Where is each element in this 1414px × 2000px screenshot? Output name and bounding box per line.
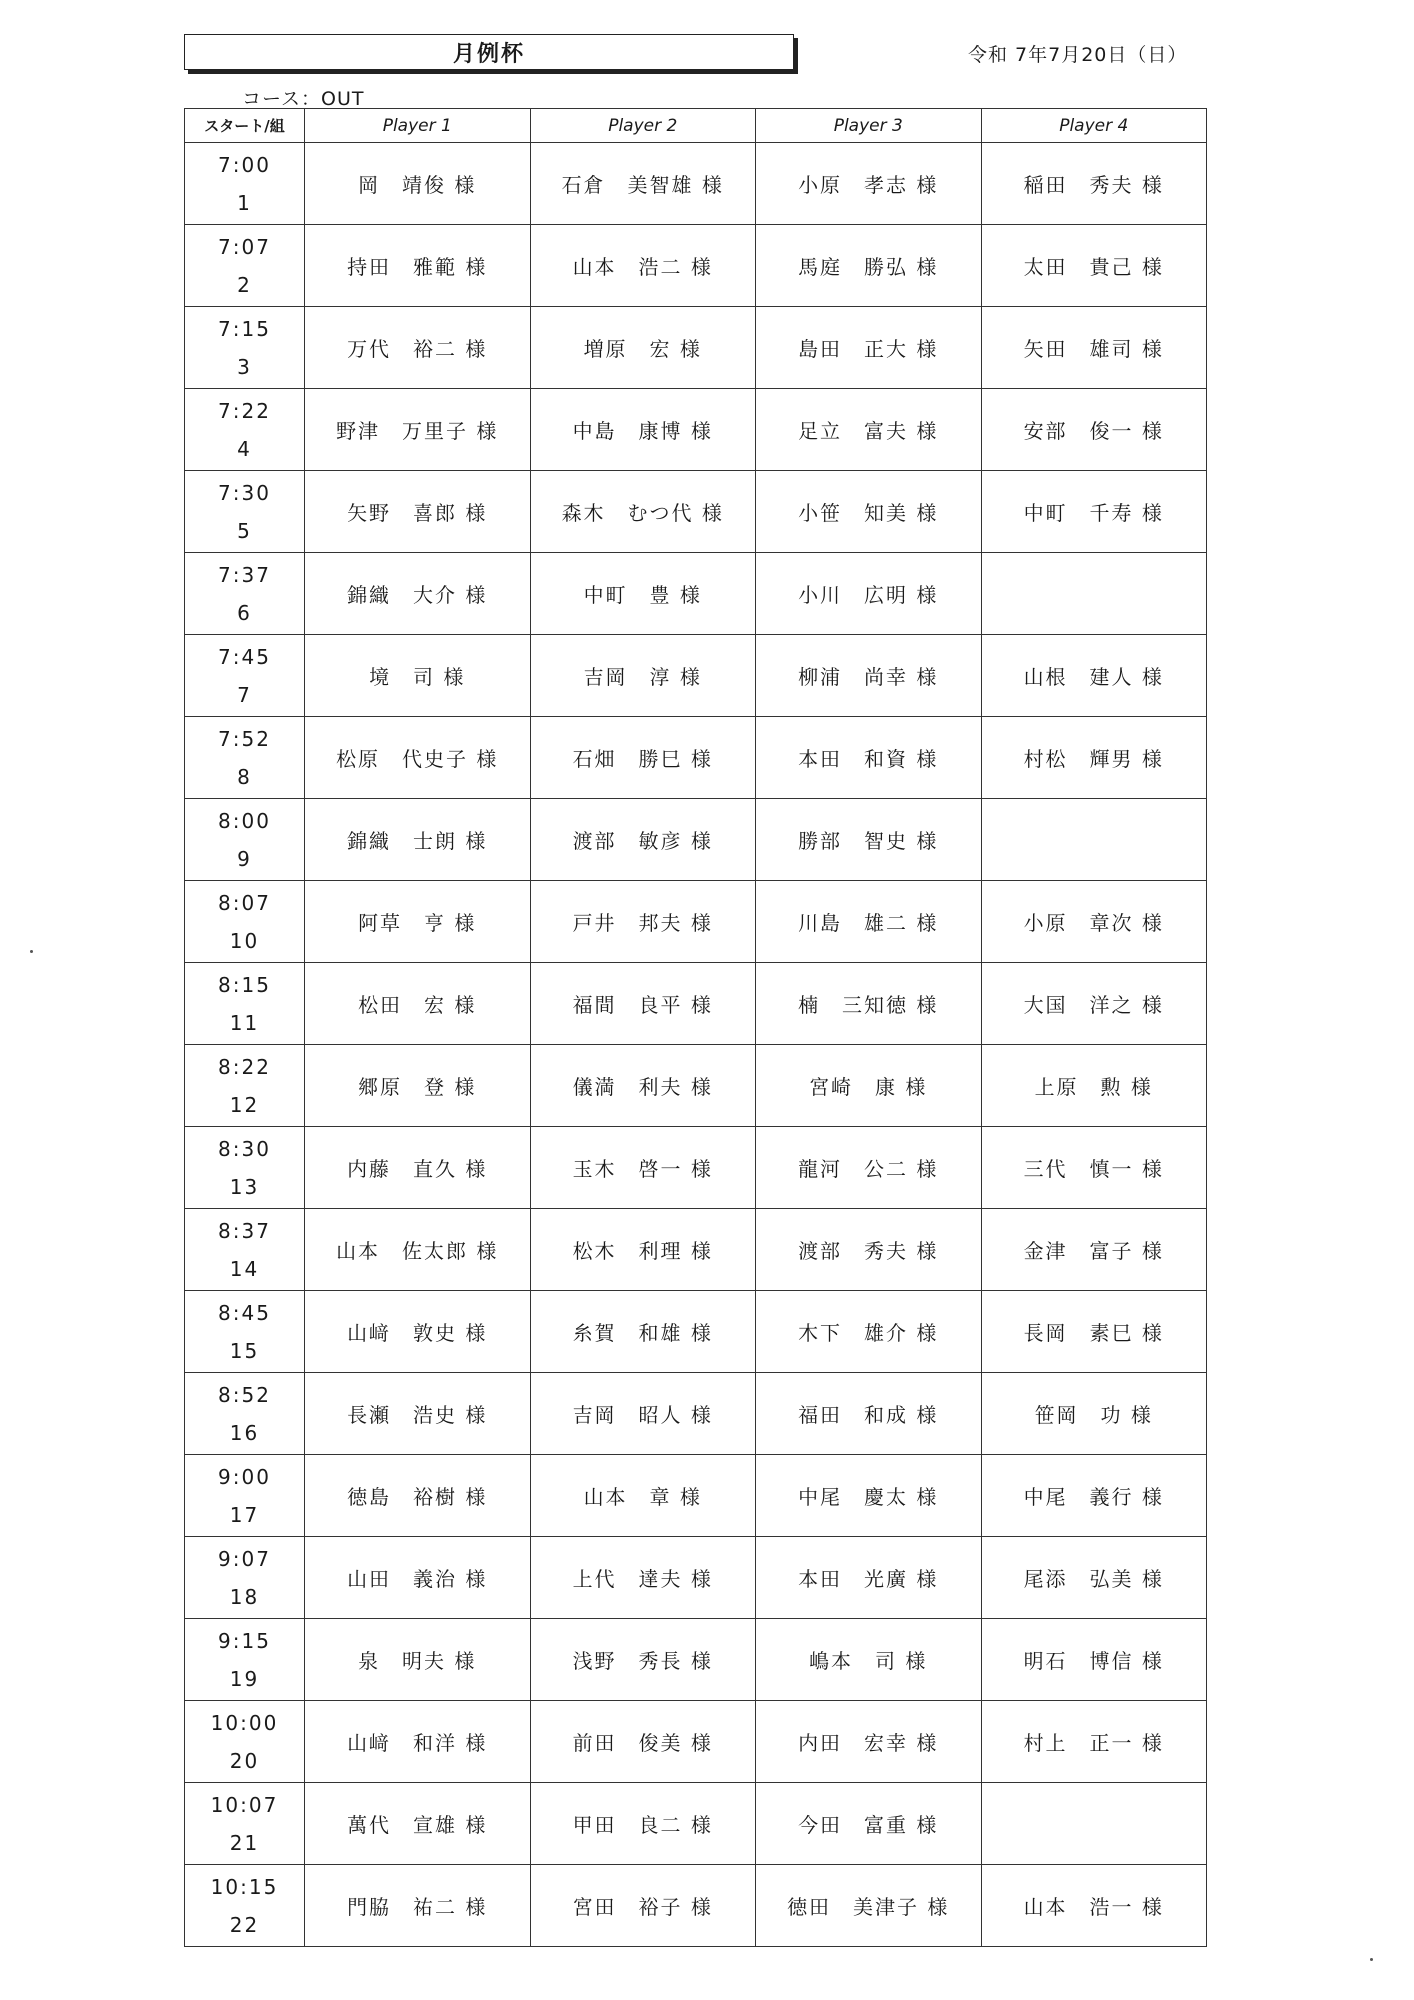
player-2-cell: 中町 豊 様 [530, 553, 756, 635]
group-number: 17 [229, 1502, 260, 1527]
player-4-cell: 長岡 素巳 様 [981, 1291, 1207, 1373]
player-3-cell: 宮崎 康 様 [756, 1045, 982, 1127]
player-3-cell: 馬庭 勝弘 様 [756, 225, 982, 307]
player-1-cell: 山﨑 和洋 様 [305, 1701, 531, 1783]
player-2-cell: 前田 俊美 様 [530, 1701, 756, 1783]
group-number: 16 [229, 1420, 260, 1445]
player-1-cell: 野津 万里子 様 [305, 389, 531, 471]
start-time: 7:37 [218, 562, 271, 587]
player-4-cell: 矢田 雄司 様 [981, 307, 1207, 389]
player-2-cell: 上代 達夫 様 [530, 1537, 756, 1619]
table-row [185, 1455, 1207, 1537]
table-row [185, 389, 1207, 471]
start-group-cell [185, 1455, 305, 1537]
player-2-cell: 吉岡 淳 様 [530, 635, 756, 717]
player-4-cell: 笹岡 功 様 [981, 1373, 1207, 1455]
group-number: 3 [237, 354, 252, 379]
table-row [185, 1127, 1207, 1209]
start-group-cell [185, 1701, 305, 1783]
header-player-2: Player 2 [530, 109, 756, 143]
start-group-cell [185, 635, 305, 717]
player-3-cell: 木下 雄介 様 [756, 1291, 982, 1373]
table-row [185, 1537, 1207, 1619]
group-number: 9 [237, 846, 252, 871]
player-2-cell: 福間 良平 様 [530, 963, 756, 1045]
player-3-cell: 勝部 智史 様 [756, 799, 982, 881]
player-2-cell: 松木 利理 様 [530, 1209, 756, 1291]
table-row [185, 307, 1207, 389]
start-time: 10:15 [210, 1874, 279, 1899]
player-2-cell: 甲田 良二 様 [530, 1783, 756, 1865]
start-time: 8:15 [218, 972, 271, 997]
table-row [185, 1619, 1207, 1701]
group-number: 13 [229, 1174, 260, 1199]
player-1-cell: 長瀬 浩史 様 [305, 1373, 531, 1455]
player-4-cell: 村上 正一 様 [981, 1701, 1207, 1783]
player-2-cell: 山本 浩二 様 [530, 225, 756, 307]
player-1-cell: 郷原 登 様 [305, 1045, 531, 1127]
event-date: 令和 7年7月20日（日） [968, 44, 1188, 66]
start-group-cell [185, 963, 305, 1045]
player-3-cell: 中尾 慶太 様 [756, 1455, 982, 1537]
scan-speck [30, 950, 33, 953]
player-4-cell: 山根 建人 様 [981, 635, 1207, 717]
player-4-cell: 中尾 義行 様 [981, 1455, 1207, 1537]
player-2-cell: 石畑 勝巳 様 [530, 717, 756, 799]
player-4-cell: 上原 勲 様 [981, 1045, 1207, 1127]
start-group-cell [185, 389, 305, 471]
course-label: コース：OUT [242, 88, 365, 110]
player-1-cell: 境 司 様 [305, 635, 531, 717]
table-row [185, 1209, 1207, 1291]
group-number: 6 [237, 600, 252, 625]
table-row [185, 1291, 1207, 1373]
player-2-cell: 森木 むつ代 様 [530, 471, 756, 553]
table-row [185, 1045, 1207, 1127]
player-1-cell: 持田 雅範 様 [305, 225, 531, 307]
player-3-cell: 楠 三知徳 様 [756, 963, 982, 1045]
group-number: 8 [237, 764, 252, 789]
start-group-cell [185, 1783, 305, 1865]
start-time: 10:00 [210, 1710, 279, 1735]
player-2-cell: 山本 章 様 [530, 1455, 756, 1537]
start-time: 8:07 [218, 890, 271, 915]
group-number: 22 [229, 1912, 260, 1937]
player-3-cell: 本田 和資 様 [756, 717, 982, 799]
player-4-cell: 小原 章次 様 [981, 881, 1207, 963]
player-3-cell: 島田 正大 様 [756, 307, 982, 389]
table-row [185, 1865, 1207, 1947]
player-4-cell: 明石 博信 様 [981, 1619, 1207, 1701]
player-3-cell: 龍河 公二 様 [756, 1127, 982, 1209]
start-time: 8:52 [218, 1382, 271, 1407]
group-number: 4 [237, 436, 252, 461]
start-group-cell [185, 799, 305, 881]
player-4-cell: 太田 貴己 様 [981, 225, 1207, 307]
start-time: 10:07 [210, 1792, 279, 1817]
scan-speck [1370, 1958, 1373, 1961]
document-title: 月例杯 [184, 34, 794, 70]
player-1-cell: 錦織 大介 様 [305, 553, 531, 635]
group-number: 19 [229, 1666, 260, 1691]
group-number: 18 [229, 1584, 260, 1609]
table-row [185, 717, 1207, 799]
start-group-cell [185, 471, 305, 553]
table-row [185, 1373, 1207, 1455]
start-group-cell [185, 553, 305, 635]
start-time: 9:00 [218, 1464, 271, 1489]
player-3-cell: 嶋本 司 様 [756, 1619, 982, 1701]
player-1-cell: 阿草 亨 様 [305, 881, 531, 963]
group-number: 21 [229, 1830, 260, 1855]
start-group-cell [185, 1127, 305, 1209]
group-number: 10 [229, 928, 260, 953]
start-time: 8:37 [218, 1218, 271, 1243]
start-time: 8:00 [218, 808, 271, 833]
player-2-cell: 儀満 利夫 様 [530, 1045, 756, 1127]
player-4-cell [981, 553, 1207, 635]
player-4-cell [981, 1783, 1207, 1865]
header-player-3: Player 3 [756, 109, 982, 143]
table-row [185, 1701, 1207, 1783]
player-3-cell: 川島 雄二 様 [756, 881, 982, 963]
player-1-cell: 松田 宏 様 [305, 963, 531, 1045]
header-start-group: スタート/組 [185, 109, 305, 143]
player-1-cell: 松原 代史子 様 [305, 717, 531, 799]
start-time: 7:52 [218, 726, 271, 751]
player-2-cell: 戸井 邦夫 様 [530, 881, 756, 963]
player-4-cell: 尾添 弘美 様 [981, 1537, 1207, 1619]
player-2-cell: 玉木 啓一 様 [530, 1127, 756, 1209]
player-1-cell: 矢野 喜郎 様 [305, 471, 531, 553]
player-2-cell: 石倉 美智雄 様 [530, 143, 756, 225]
start-group-cell [185, 1291, 305, 1373]
start-group-cell [185, 717, 305, 799]
player-1-cell: 山本 佐太郎 様 [305, 1209, 531, 1291]
start-time: 7:45 [218, 644, 271, 669]
start-time: 9:15 [218, 1628, 271, 1653]
start-time: 7:15 [218, 316, 271, 341]
player-2-cell: 浅野 秀長 様 [530, 1619, 756, 1701]
table-row [185, 963, 1207, 1045]
player-3-cell: 柳浦 尚幸 様 [756, 635, 982, 717]
player-3-cell: 足立 富夫 様 [756, 389, 982, 471]
start-group-cell [185, 1865, 305, 1947]
player-1-cell: 萬代 宣雄 様 [305, 1783, 531, 1865]
group-number: 7 [237, 682, 252, 707]
player-1-cell: 門脇 祐二 様 [305, 1865, 531, 1947]
group-number: 11 [229, 1010, 260, 1035]
table-row [185, 799, 1207, 881]
tee-time-rows [185, 143, 1207, 1947]
player-4-cell: 山本 浩一 様 [981, 1865, 1207, 1947]
player-2-cell: 中島 康博 様 [530, 389, 756, 471]
start-group-cell [185, 307, 305, 389]
group-number: 14 [229, 1256, 260, 1281]
player-4-cell: 三代 慎一 様 [981, 1127, 1207, 1209]
player-1-cell: 万代 裕二 様 [305, 307, 531, 389]
table-row [185, 635, 1207, 717]
start-time: 8:30 [218, 1136, 271, 1161]
start-group-cell [185, 1537, 305, 1619]
start-group-cell [185, 1209, 305, 1291]
player-3-cell: 小笹 知美 様 [756, 471, 982, 553]
tee-time-table [184, 108, 1207, 1947]
header-player-1: Player 1 [305, 109, 531, 143]
group-number: 12 [229, 1092, 260, 1117]
table-row [185, 1783, 1207, 1865]
player-3-cell: 小原 孝志 様 [756, 143, 982, 225]
table-row [185, 471, 1207, 553]
player-2-cell: 渡部 敏彦 様 [530, 799, 756, 881]
player-3-cell: 渡部 秀夫 様 [756, 1209, 982, 1291]
player-1-cell: 泉 明夫 様 [305, 1619, 531, 1701]
group-number: 2 [237, 272, 252, 297]
start-time: 7:22 [218, 398, 271, 423]
start-time: 7:00 [218, 152, 271, 177]
player-3-cell: 徳田 美津子 様 [756, 1865, 982, 1947]
player-2-cell: 増原 宏 様 [530, 307, 756, 389]
player-2-cell: 吉岡 昭人 様 [530, 1373, 756, 1455]
start-time: 7:30 [218, 480, 271, 505]
header-row [185, 109, 1207, 143]
player-3-cell: 内田 宏幸 様 [756, 1701, 982, 1783]
player-4-cell: 金津 富子 様 [981, 1209, 1207, 1291]
player-1-cell: 徳島 裕樹 様 [305, 1455, 531, 1537]
player-2-cell: 宮田 裕子 様 [530, 1865, 756, 1947]
player-1-cell: 岡 靖俊 様 [305, 143, 531, 225]
player-4-cell: 中町 千寿 様 [981, 471, 1207, 553]
player-1-cell: 山田 義治 様 [305, 1537, 531, 1619]
player-4-cell: 安部 俊一 様 [981, 389, 1207, 471]
start-group-cell [185, 143, 305, 225]
start-time: 8:45 [218, 1300, 271, 1325]
start-group-cell [185, 1619, 305, 1701]
group-number: 5 [237, 518, 252, 543]
group-number: 15 [229, 1338, 260, 1363]
table-row [185, 225, 1207, 307]
player-3-cell: 今田 富重 様 [756, 1783, 982, 1865]
start-time: 8:22 [218, 1054, 271, 1079]
start-time: 9:07 [218, 1546, 271, 1571]
player-3-cell: 福田 和成 様 [756, 1373, 982, 1455]
player-1-cell: 内藤 直久 様 [305, 1127, 531, 1209]
start-group-cell [185, 881, 305, 963]
player-4-cell [981, 799, 1207, 881]
group-number: 1 [237, 190, 252, 215]
start-time: 7:07 [218, 234, 271, 259]
player-4-cell: 村松 輝男 様 [981, 717, 1207, 799]
player-2-cell: 糸賀 和雄 様 [530, 1291, 756, 1373]
player-1-cell: 山﨑 敦史 様 [305, 1291, 531, 1373]
player-4-cell: 大国 洋之 様 [981, 963, 1207, 1045]
player-3-cell: 小川 広明 様 [756, 553, 982, 635]
start-group-cell [185, 1045, 305, 1127]
table-row [185, 143, 1207, 225]
start-group-cell [185, 1373, 305, 1455]
header-player-4: Player 4 [981, 109, 1207, 143]
player-1-cell: 錦織 士朗 様 [305, 799, 531, 881]
table-row [185, 553, 1207, 635]
start-group-cell [185, 225, 305, 307]
player-3-cell: 本田 光廣 様 [756, 1537, 982, 1619]
table-row [185, 881, 1207, 963]
group-number: 20 [229, 1748, 260, 1773]
player-4-cell: 稲田 秀夫 様 [981, 143, 1207, 225]
